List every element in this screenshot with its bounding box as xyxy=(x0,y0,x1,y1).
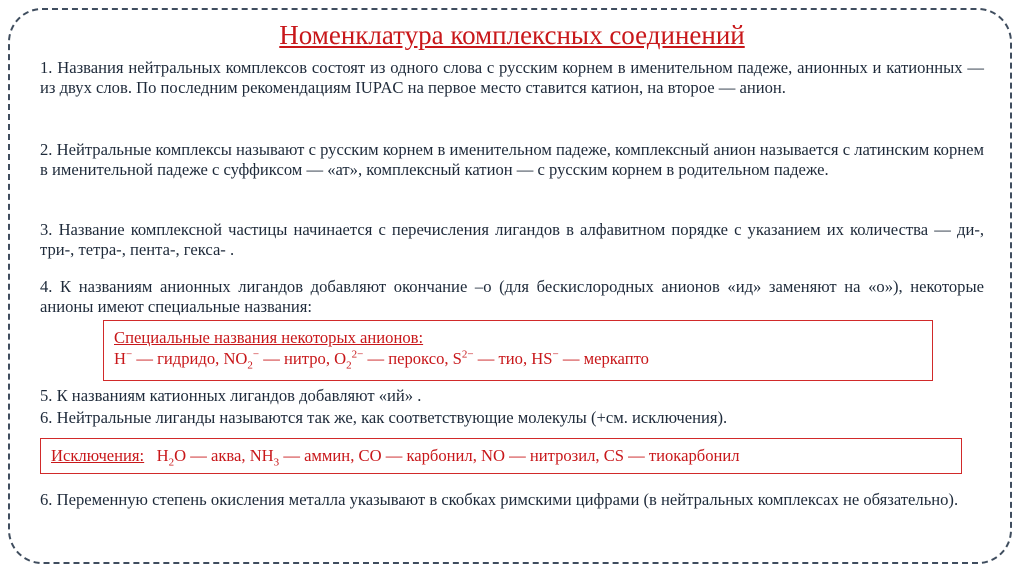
paragraph-3: 3. Название комплексной частицы начинается с перечисления лигандов в алфавитном порядке с указанием их количества — ди-, три-, тетра-, пента-, гекса- . xyxy=(40,220,984,259)
exceptions-label: Исключения: xyxy=(51,446,145,465)
paragraph-1: 1. Названия нейтральных комплексов состоят из одного слова с русским корнем в именительном падеже, анионных и катионных — из двух слов. По последним рекомендациям IUPAC на первое место ставится катион, на второе — анион. xyxy=(40,58,984,97)
exceptions-box xyxy=(40,438,962,474)
paragraph-4: 4. К названиям анионных лигандов добавляют окончание –о (для бескислородных анионов «ид» заменяют на «о»), некоторые анионы имеют специальные названия: xyxy=(40,277,984,316)
special-anions-box xyxy=(103,320,933,381)
paragraph-6: 6. Нейтральные лиганды называются так же, как соответствующие молекулы (+см. исключения). xyxy=(40,408,728,427)
paragraph-7: 6. Переменную степень окисления металла указывают в скобках римскими цифрами (в нейтральных комплексах не обязательно). xyxy=(40,490,959,509)
paragraph-5: 5. К названиям катионных лигандов добавляют «ий» . xyxy=(40,386,422,405)
special-anions-list: H− — гидридо, $NO_2^-$ — нитро, $O_2^{2-}$ — пероксо, $S^{2-}$ — тио, HS− — меркапто xyxy=(114,348,649,372)
special-anions-heading: Специальные названия некоторых анионов: xyxy=(114,328,424,347)
page-title: Номенклатура комплексных соединений xyxy=(279,20,745,50)
exceptions-list: $H_2O$ — аква, $NH_3$ — аммин, CO — карбонил, NO — нитрозил, CS — тиокарбонил xyxy=(156,446,740,469)
paragraph-2: 2. Нейтральные комплексы называют с русским корнем в именительном падеже, комплексный анион называется с латинским корнем в именительной падеже с суффиксом — «ат», комплексный катион — с русским корнем в родительном падеже. xyxy=(40,140,984,179)
